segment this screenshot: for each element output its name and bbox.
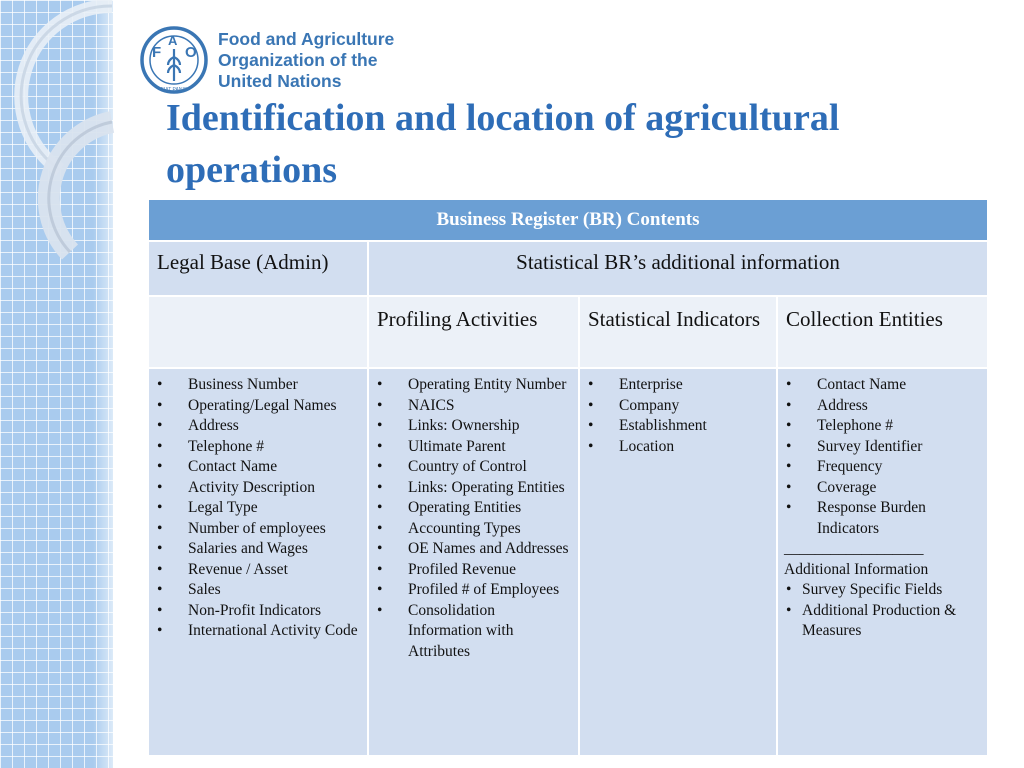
collection-item-text: Address: [817, 396, 868, 414]
legal-item: [155, 601, 361, 622]
business-register-table: [147, 198, 989, 757]
collection-item: [784, 396, 981, 417]
bullet-icon: •: [786, 478, 792, 496]
profiling-item: [375, 457, 572, 478]
bullet-icon: •: [157, 376, 163, 393]
additional-item-text: Survey Specific Fields: [802, 581, 943, 598]
collection-item: [784, 416, 981, 437]
profiling-item: [375, 539, 572, 560]
legal-item: [155, 539, 361, 560]
fao-emblem-icon: [138, 25, 210, 95]
legal-item-text: Salaries and Wages: [188, 540, 308, 557]
logo-line-2: Organization of the: [218, 50, 378, 70]
additional-item: [784, 601, 981, 642]
bullet-icon: •: [588, 417, 594, 434]
collection-item-text: Telephone #: [817, 417, 893, 434]
legal-item: [155, 560, 361, 581]
legal-item: [155, 416, 361, 437]
legal-item-text: Contact Name: [188, 458, 278, 475]
bullet-icon: •: [377, 499, 383, 516]
collection-item-text: Coverage: [817, 478, 877, 496]
empty-cell: [148, 296, 368, 368]
additional-item-text: Additional Production & Measures: [802, 601, 957, 639]
profiling-item: [375, 396, 572, 417]
indicator-item-text: Company: [619, 396, 680, 414]
bullet-icon: •: [157, 478, 163, 496]
profiling-items-cell: [368, 368, 579, 756]
additional-info-label: Additional Information: [784, 560, 929, 578]
profiling-item-text: Country of Control: [408, 458, 527, 475]
bullet-icon: •: [377, 519, 383, 537]
collection-item-text: Frequency: [817, 458, 883, 475]
profiling-item: [375, 519, 572, 540]
bullet-icon: •: [157, 499, 163, 516]
col-header-collection: Collection Entities: [777, 296, 988, 368]
bullet-icon: •: [588, 396, 594, 414]
bullet-icon: •: [786, 499, 792, 516]
col-header-profiling: Profiling Activities: [368, 296, 579, 368]
statistical-info-label: Statistical BR’s additional information: [368, 241, 988, 296]
collection-item: [784, 478, 981, 499]
bullet-icon: •: [157, 601, 163, 619]
legal-item: [155, 396, 361, 417]
emblem-letter-f: F: [152, 44, 162, 61]
profiling-items-list: [375, 375, 572, 662]
indicator-item: [586, 375, 770, 396]
indicator-item-text: Location: [619, 437, 675, 455]
collection-item-text: Contact Name: [817, 376, 907, 393]
legal-item-text: Legal Type: [188, 499, 258, 516]
slide-title: Identification and location of agricultural operations: [166, 97, 840, 191]
profiling-item-text: OE Names and Addresses: [408, 540, 569, 557]
bullet-icon: •: [377, 601, 383, 619]
bullet-icon: •: [786, 376, 792, 393]
legal-item: [155, 478, 361, 499]
bullet-icon: •: [377, 581, 383, 598]
legal-items-cell: [148, 368, 368, 756]
bullet-icon: •: [377, 458, 383, 475]
table-header: Business Register (BR) Contents: [148, 199, 988, 241]
collection-item-text: Response Burden Indicators: [817, 499, 926, 537]
profiling-item-text: Accounting Types: [408, 519, 521, 537]
bullet-icon: •: [377, 417, 383, 434]
profiling-item: [375, 560, 572, 581]
collection-items-cell: [777, 368, 988, 756]
logo-line-1: Food and Agriculture: [218, 29, 395, 49]
profiling-item: [375, 580, 572, 601]
bullet-icon: •: [588, 376, 594, 393]
bullet-icon: •: [157, 560, 163, 578]
bullet-icon: •: [157, 540, 163, 557]
collection-items-list: [784, 375, 981, 539]
bullet-icon: •: [786, 601, 792, 619]
profiling-item: [375, 498, 572, 519]
indicator-item: [586, 416, 770, 437]
profiling-item-text: Links: Operating Entities: [408, 478, 565, 496]
collection-item-text: Survey Identifier: [817, 437, 923, 455]
bullet-icon: •: [377, 396, 383, 414]
bullet-icon: •: [377, 437, 383, 455]
indicator-item: [586, 396, 770, 417]
legal-item-text: Activity Description: [188, 478, 315, 496]
bullet-icon: •: [377, 560, 383, 578]
bullet-icon: •: [157, 396, 163, 414]
profiling-item-text: Links: Ownership: [408, 417, 520, 434]
profiling-item: [375, 601, 572, 663]
legal-item: [155, 621, 361, 642]
profiling-item-text: NAICS: [408, 396, 455, 414]
legal-item-text: Business Number: [188, 376, 298, 393]
bullet-icon: •: [157, 458, 163, 475]
profiling-item: [375, 437, 572, 458]
legal-item: [155, 580, 361, 601]
collection-divider: __________________: [784, 540, 924, 557]
additional-item: [784, 580, 981, 601]
bullet-icon: •: [786, 396, 792, 414]
indicator-item-text: Establishment: [619, 417, 707, 434]
legal-item-text: Non-Profit Indicators: [188, 601, 322, 619]
bullet-icon: •: [588, 437, 594, 455]
bullet-icon: •: [786, 458, 792, 475]
profiling-item-text: Consolidation Information with Attributes: [408, 601, 514, 660]
collection-item: [784, 457, 981, 478]
bullet-icon: •: [157, 622, 163, 639]
indicator-item-text: Enterprise: [619, 376, 683, 393]
bullet-icon: •: [786, 581, 792, 598]
bullet-icon: •: [786, 437, 792, 455]
legal-item-text: Number of employees: [188, 519, 326, 537]
additional-items-list: [784, 580, 981, 642]
legal-item: [155, 437, 361, 458]
bullet-icon: •: [157, 519, 163, 537]
fao-logo-text: [218, 29, 394, 92]
emblem-letter-o: O: [185, 44, 197, 61]
indicator-items-list: [586, 375, 770, 457]
legal-item-text: Sales: [188, 581, 221, 598]
profiling-item-text: Operating Entities: [408, 499, 522, 516]
bullet-icon: •: [377, 478, 383, 496]
profiling-item: [375, 375, 572, 396]
collection-item: [784, 498, 981, 539]
bullet-icon: •: [377, 540, 383, 557]
bullet-icon: •: [157, 581, 163, 598]
col-header-indicators: Statistical Indicators: [579, 296, 777, 368]
profiling-item: [375, 478, 572, 499]
profiling-item-text: Operating Entity Number: [408, 376, 567, 393]
collection-item: [784, 375, 981, 396]
legal-item: [155, 498, 361, 519]
legal-item-text: Revenue / Asset: [188, 560, 288, 578]
emblem-motto: FIAT PANIS: [160, 87, 188, 93]
legal-item-text: Telephone #: [188, 437, 264, 455]
legal-items-list: [155, 375, 361, 642]
legal-item: [155, 519, 361, 540]
emblem-letter-a: A: [168, 33, 178, 48]
bullet-icon: •: [157, 417, 163, 434]
legal-item-text: Address: [188, 417, 239, 434]
legal-item: [155, 375, 361, 396]
profiling-item-text: Ultimate Parent: [408, 437, 506, 455]
decorative-arcs: [0, 0, 160, 300]
profiling-item-text: Profiled # of Employees: [408, 581, 560, 598]
legal-item-text: International Activity Code: [188, 622, 358, 639]
indicator-items-cell: [579, 368, 777, 756]
bullet-icon: •: [157, 437, 163, 455]
indicator-item: [586, 437, 770, 458]
legal-base-label: Legal Base (Admin): [148, 241, 368, 296]
bullet-icon: •: [377, 376, 383, 393]
legal-item-text: Operating/Legal Names: [188, 396, 337, 414]
profiling-item: [375, 416, 572, 437]
fao-logo: [138, 25, 398, 95]
bullet-icon: •: [786, 417, 792, 434]
collection-item: [784, 437, 981, 458]
legal-item: [155, 457, 361, 478]
profiling-item-text: Profiled Revenue: [408, 560, 517, 578]
logo-line-3: United Nations: [218, 71, 342, 91]
